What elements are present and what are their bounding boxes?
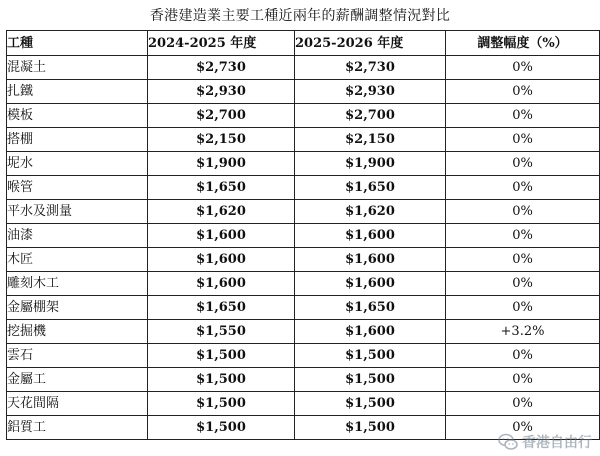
table-row (7, 56, 600, 80)
cell-change: 0% (446, 224, 600, 248)
cell-change: 0% (446, 296, 600, 320)
table-row (7, 272, 600, 296)
header-year-2024: 2024-2025 年度 (148, 31, 295, 56)
cell-wage-2025: $2,730 (295, 56, 446, 80)
cell-trade: 鋁質工 (7, 416, 148, 440)
cell-trade: 扎鐵 (7, 80, 148, 104)
cell-wage-2024: $2,150 (148, 128, 295, 152)
cell-wage-2024: $2,730 (148, 56, 295, 80)
table-header-row (7, 31, 600, 56)
cell-wage-2024: $1,550 (148, 320, 295, 344)
header-change: 調整幅度（%） (446, 31, 600, 56)
table-row (7, 248, 600, 272)
cell-wage-2024: $1,500 (148, 368, 295, 392)
cell-change: 0% (446, 344, 600, 368)
table-row (7, 128, 600, 152)
cell-wage-2024: $1,900 (148, 152, 295, 176)
wage-comparison-table (6, 30, 600, 440)
cell-wage-2025: $1,650 (295, 176, 446, 200)
cell-change: 0% (446, 200, 600, 224)
header-year-2025: 2025-2026 年度 (295, 31, 446, 56)
cell-trade: 木匠 (7, 248, 148, 272)
cell-wage-2024: $1,650 (148, 176, 295, 200)
cell-wage-2025: $1,620 (295, 200, 446, 224)
table-row (7, 392, 600, 416)
cell-wage-2024: $1,600 (148, 272, 295, 296)
cell-wage-2024: $1,600 (148, 224, 295, 248)
cell-change: 0% (446, 56, 600, 80)
cell-wage-2025: $2,700 (295, 104, 446, 128)
watermark-text: 香港自由行 (522, 435, 592, 451)
table-row (7, 200, 600, 224)
watermark (498, 432, 592, 452)
cell-trade: 喉管 (7, 176, 148, 200)
cell-change: 0% (446, 248, 600, 272)
table-row (7, 320, 600, 344)
cell-trade: 雲石 (7, 344, 148, 368)
cell-trade: 坭水 (7, 152, 148, 176)
cell-wage-2025: $2,150 (295, 128, 446, 152)
cell-wage-2024: $1,600 (148, 248, 295, 272)
cell-trade: 天花間隔 (7, 392, 148, 416)
cell-trade: 金屬棚架 (7, 296, 148, 320)
cell-wage-2025: $1,500 (295, 392, 446, 416)
cell-wage-2024: $1,500 (148, 392, 295, 416)
cell-wage-2024: $2,700 (148, 104, 295, 128)
cell-change: 0% (446, 368, 600, 392)
cell-trade: 油漆 (7, 224, 148, 248)
cell-change: 0% (446, 272, 600, 296)
cell-wage-2025: $2,930 (295, 80, 446, 104)
cell-wage-2024: $2,930 (148, 80, 295, 104)
cell-wage-2025: $1,500 (295, 368, 446, 392)
cell-wage-2025: $1,600 (295, 320, 446, 344)
cell-trade: 模板 (7, 104, 148, 128)
table-row (7, 224, 600, 248)
cell-change: 0% (446, 176, 600, 200)
table-row (7, 176, 600, 200)
wechat-bubbles-icon (498, 432, 518, 452)
cell-change: 0% (446, 80, 600, 104)
cell-wage-2024: $1,620 (148, 200, 295, 224)
cell-change: 0% (446, 152, 600, 176)
cell-wage-2025: $1,500 (295, 344, 446, 368)
table-row (7, 344, 600, 368)
cell-trade: 混凝土 (7, 56, 148, 80)
header-trade: 工種 (7, 31, 148, 56)
cell-change: 0% (446, 392, 600, 416)
cell-wage-2024: $1,650 (148, 296, 295, 320)
cell-change: +3.2% (446, 320, 600, 344)
cell-trade: 搭棚 (7, 128, 148, 152)
cell-trade: 雕刻木工 (7, 272, 148, 296)
cell-trade: 金屬工 (7, 368, 148, 392)
table-row (7, 296, 600, 320)
table-row (7, 152, 600, 176)
cell-wage-2024: $1,500 (148, 416, 295, 440)
table-row (7, 368, 600, 392)
cell-trade: 挖掘機 (7, 320, 148, 344)
cell-wage-2025: $1,600 (295, 224, 446, 248)
cell-change: 0% (446, 416, 600, 440)
cell-wage-2025: $1,500 (295, 416, 446, 440)
table-row (7, 104, 600, 128)
cell-wage-2024: $1,500 (148, 344, 295, 368)
cell-wage-2025: $1,600 (295, 248, 446, 272)
cell-change: 0% (446, 104, 600, 128)
cell-change: 0% (446, 128, 600, 152)
cell-wage-2025: $1,600 (295, 272, 446, 296)
cell-trade: 平水及測量 (7, 200, 148, 224)
cell-wage-2025: $1,900 (295, 152, 446, 176)
table-row (7, 80, 600, 104)
table-title: 香港建造業主要工種近兩年的薪酬調整情況對比 (149, 8, 451, 24)
cell-wage-2025: $1,650 (295, 296, 446, 320)
